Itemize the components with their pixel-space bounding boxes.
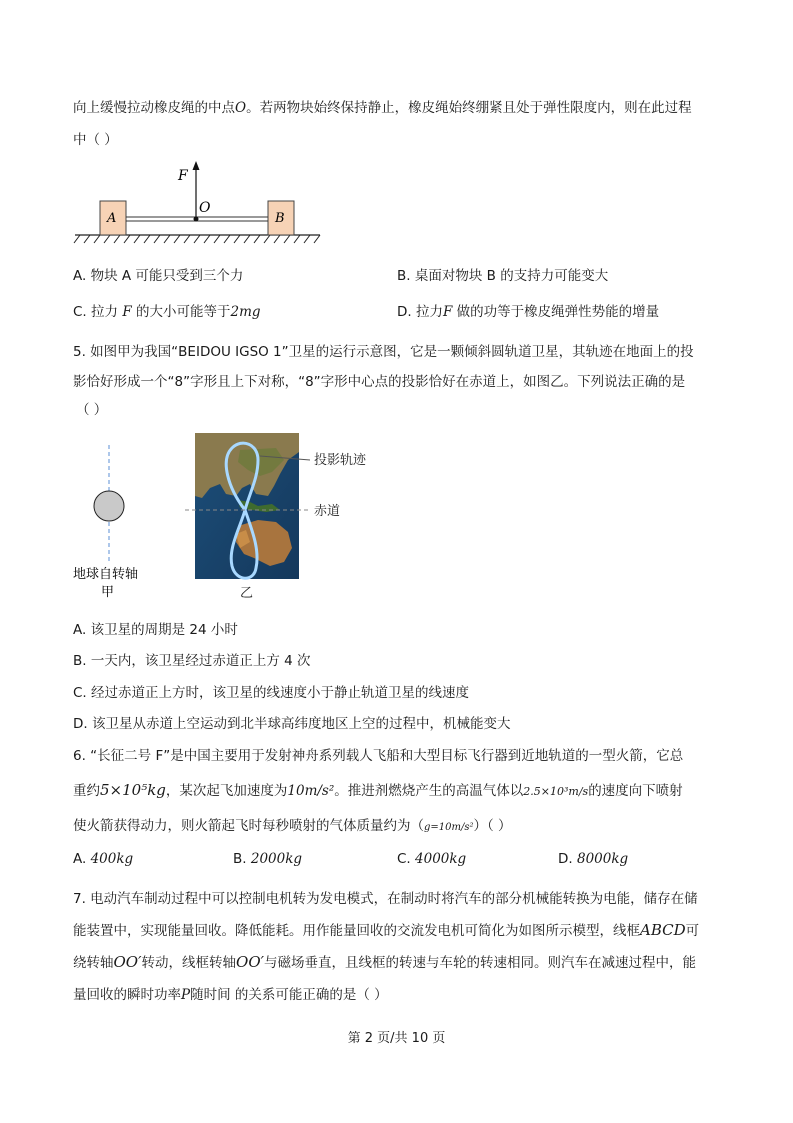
q6-stem-line-2: 重约5×10⁵kg，某次起飞加速度为10m/s²。推进剂燃烧产生的高温气体以2.5×10³m/s的速度向下喷射 — [73, 781, 683, 799]
fig-b-label: 乙 — [240, 586, 254, 601]
block-b-label: B — [275, 211, 285, 226]
point-o-label: O — [199, 200, 211, 216]
q5-stem-line-3: （ ） — [76, 402, 108, 418]
q4-figure — [70, 158, 330, 244]
q5-stem-line-1: 5. 如图甲为我国“BEIDOU IGSO 1”卫星的运行示意图，它是一颗倾斜圆轨道卫星，其轨迹在地面上的投 — [73, 344, 694, 360]
q6-option-b: B. 2000kg — [233, 851, 303, 867]
earth-circle — [94, 491, 124, 521]
q4-option-a: A. 物块 A 可能只受到三个力 — [73, 268, 244, 284]
q5-option-c: C. 经过赤道正上方时，该卫星的线速度小于静止轨道卫星的线速度 — [73, 685, 470, 701]
q5-option-a: A. 该卫星的周期是 24 小时 — [73, 622, 238, 638]
q7-stem-line-2: 能装置中，实现能量回收。降低能耗。用作能量回收的交流发电机可简化为如图所示模型，线框ABCD可 — [73, 921, 700, 939]
page-footer: 第 2 页/共 10 页 — [347, 1031, 446, 1046]
q6-stem-line-3: 使火箭获得动力，则火箭起飞时每秒喷射的气体质量约为（g=10m/s²）（ ） — [73, 818, 512, 834]
fig-a-label: 甲 — [101, 585, 115, 600]
q5-figure-a — [70, 440, 160, 600]
q7-stem-line-1: 7. 电动汽车制动过程中可以控制电机转为发电模式，在制动时将汽车的部分机械能转换为电能，储存在储 — [73, 891, 698, 907]
q6-stem-line-1: 6. “长征二号 F”是中国主要用于发射神舟系列载人飞船和大型目标飞行器到近地轨道的一型火箭，它总 — [73, 748, 684, 764]
q6-option-c: C. 4000kg — [397, 851, 467, 867]
q4-stem-line-2: 中（ ） — [73, 132, 118, 148]
q6-option-a: A. 400kg — [73, 851, 134, 867]
q4-stem-line-1: 向上缓慢拉动橡皮绳的中点O。若两物块始终保持静止，橡皮绳始终绷紧且处于弹性限度内，则在此过程 — [73, 100, 692, 116]
q7-stem-line-3: 绕转轴OO′转动，线框转轴OO′与磁场垂直，且线框的转速与车轮的转速相同。则汽车在减速过程中，能 — [73, 953, 697, 971]
q4-option-b: B. 桌面对物块 B 的支持力可能变大 — [397, 268, 609, 284]
q5-figure-b — [180, 430, 380, 602]
q6-option-d: D. 8000kg — [558, 851, 629, 867]
q4-option-c: C. 拉力 F 的大小可能等于2mg — [73, 304, 261, 320]
equator-label: 赤道 — [314, 504, 341, 519]
q5-option-d: D. 该卫星从赤道上空运动到北半球高纬度地区上空的过程中，机械能变大 — [73, 716, 511, 732]
midpoint-o — [194, 217, 199, 222]
block-a-label: A — [107, 211, 117, 226]
force-arrowhead — [193, 161, 200, 170]
earth-axis-label: 地球自转轴 — [73, 567, 139, 582]
q5-option-b: B. 一天内，该卫星经过赤道正上方 4 次 — [73, 653, 311, 669]
q5-stem-line-2: 影恰好形成一个“8”字形且上下对称，“8”字形中心点的投影恰好在赤道上，如图乙。下列说法正确的是 — [73, 374, 686, 390]
q7-stem-line-4: 量回收的瞬时功率P随时间 的关系可能正确的是（ ） — [73, 987, 388, 1003]
q4-option-d: D. 拉力F 做的功等于橡皮绳弹性势能的增量 — [397, 304, 660, 320]
track-label: 投影轨迹 — [314, 453, 367, 468]
force-label: F — [178, 168, 188, 184]
